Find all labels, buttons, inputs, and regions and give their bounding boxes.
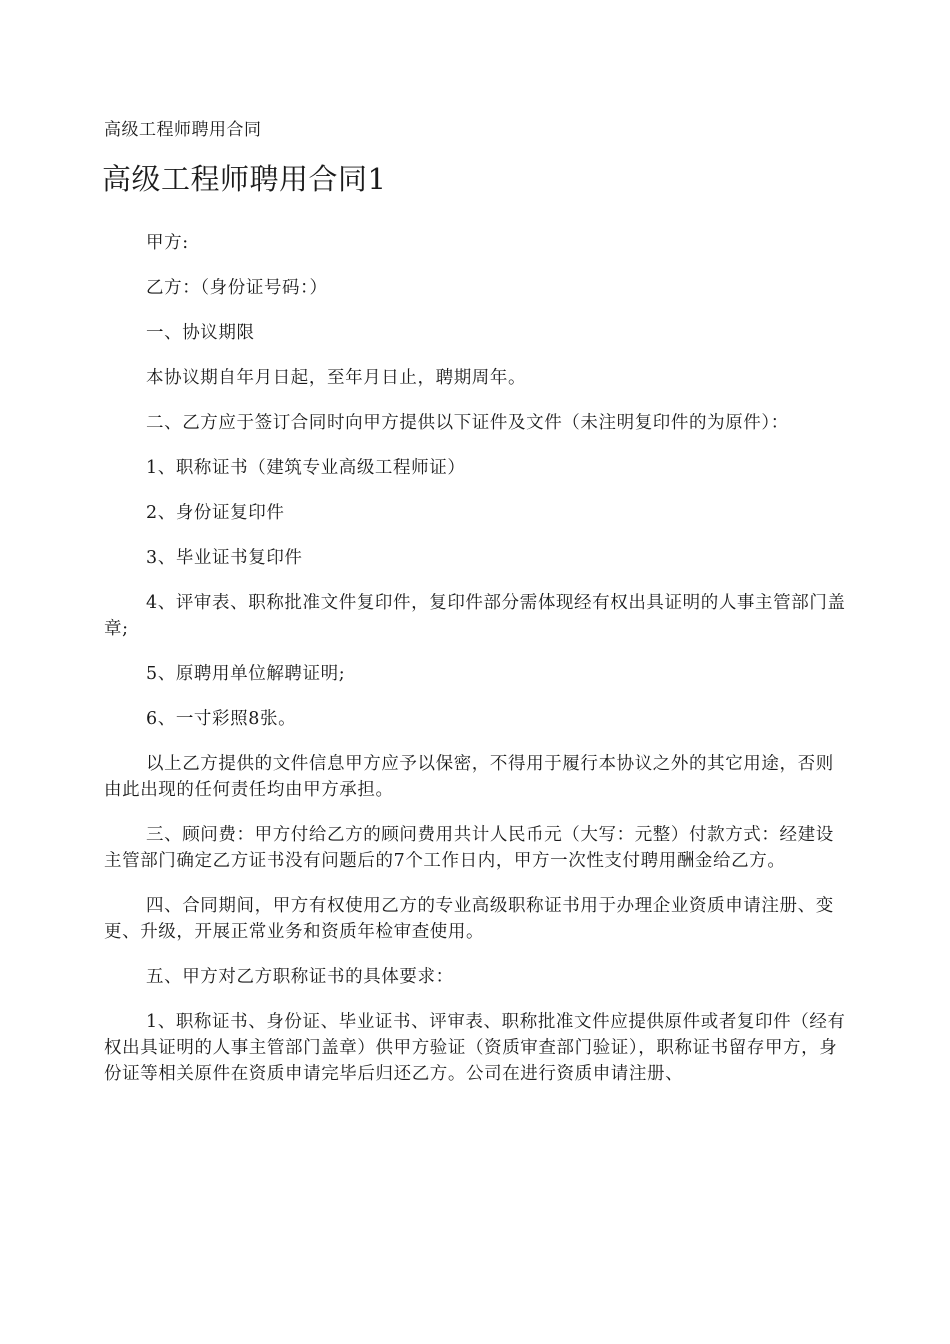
document-header-title: 高级工程师聘用合同 — [104, 120, 262, 140]
section-heading-documents: 二、乙方应于签订合同时向甲方提供以下证件及文件（未注明复印件的为原件）： — [146, 413, 789, 433]
paragraph-confidentiality: 以上乙方提供的文件信息甲方应予以保密，不得用于履行本协议之外的其它用途，否则由此出现的任何责任均由甲方承担。 — [104, 754, 834, 800]
section-heading-term: 一、协议期限 — [146, 323, 255, 343]
list-item-id-copy: 2、身份证复印件 — [146, 503, 285, 523]
contract-body — [104, 230, 850, 1106]
list-item-dismissal-proof: 5、原聘用单位解聘证明; — [146, 664, 346, 684]
paragraph-party-a: 甲方: — [146, 233, 189, 253]
section-usage-rights: 四、合同期间，甲方有权使用乙方的专业高级职称证书用于办理企业资质申请注册、变更、升级，开展正常业务和资质年检审查使用。 — [104, 896, 834, 942]
paragraph-requirement-1: 1、职称证书、身份证、毕业证书、评审表、职称批准文件应提供原件或者复印件（经有权出具证明的人事主管部门盖章）供甲方验证（资质审查部门验证），职称证书留存甲方，身份证等相关原件在资质申请完毕后归还乙方。公司在进行资质申请注册、 — [104, 1012, 846, 1084]
list-item-photos: 6、一寸彩照8张。 — [146, 709, 297, 729]
section-consulting-fee: 三、顾问费：甲方付给乙方的顾问费用共计人民币元（大写：元整）付款方式：经建设主管部门确定乙方证书没有问题后的7个工作日内，甲方一次性支付聘用酬金给乙方。 — [104, 825, 834, 871]
list-item-title-certificate: 1、职称证书（建筑专业高级工程师证） — [146, 458, 466, 478]
paragraph-term: 本协议期自年月日起，至年月日止，聘期周年。 — [146, 368, 527, 388]
contract-title: 高级工程师聘用合同1 — [102, 162, 387, 196]
paragraph-party-b: 乙方：（身份证号码：） — [146, 278, 328, 298]
list-item-review-form: 4、评审表、职称批准文件复印件，复印件部分需体现经有权出具证明的人事主管部门盖章; — [104, 593, 846, 639]
list-item-diploma-copy: 3、毕业证书复印件 — [146, 548, 303, 568]
section-heading-requirements: 五、甲方对乙方职称证书的具体要求： — [146, 967, 454, 987]
